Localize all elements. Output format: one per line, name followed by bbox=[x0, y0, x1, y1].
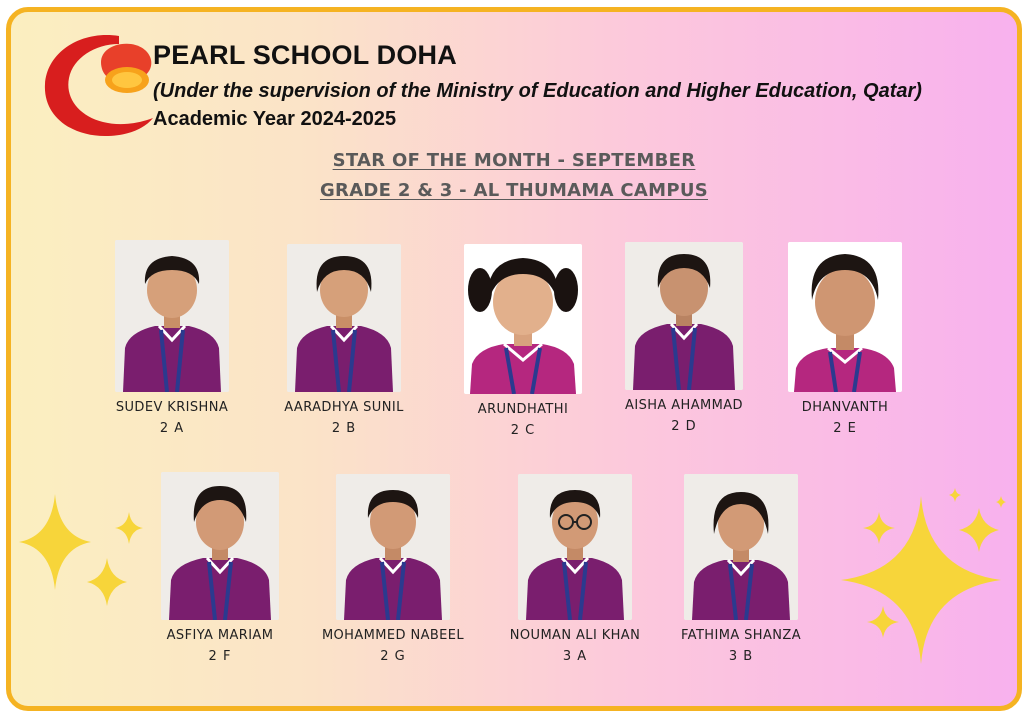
student-grade: 2 B bbox=[331, 421, 357, 436]
supervision-note: (Under the supervision of the Ministry of Education and Higher Education, Qatar) bbox=[153, 80, 922, 102]
student-photo bbox=[115, 240, 229, 392]
sparkle-icon bbox=[996, 496, 1006, 508]
campus-title: GRADE 2 & 3 - AL THUMAMA CAMPUS bbox=[319, 180, 709, 201]
student-name: SUDEV KRISHNA bbox=[115, 400, 229, 415]
student-name: AISHA AHAMMAD bbox=[625, 398, 743, 413]
academic-year: Academic Year 2024-2025 bbox=[153, 108, 397, 130]
school-name: PEARL SCHOOL DOHA bbox=[153, 40, 457, 70]
student-photo bbox=[625, 242, 743, 390]
sparkle-icon bbox=[863, 512, 895, 544]
student-card bbox=[130, 472, 310, 664]
student-name: ARUNDHATHI bbox=[477, 402, 569, 417]
student-grade: 3 B bbox=[728, 649, 754, 664]
student-grade: 2 C bbox=[510, 423, 536, 438]
student-grade: 2 E bbox=[833, 421, 857, 436]
student-card bbox=[254, 244, 434, 436]
student-grade: 2 F bbox=[208, 649, 232, 664]
student-photo bbox=[788, 242, 902, 392]
sparkle-icon bbox=[867, 606, 899, 638]
student-grade: 2 G bbox=[380, 649, 406, 664]
sparkle-icon bbox=[949, 488, 961, 502]
student-photo bbox=[518, 474, 632, 620]
student-name: DHANVANTH bbox=[801, 400, 889, 415]
student-name: FATHIMA SHANZA bbox=[680, 628, 801, 643]
student-name: AARADHYA SUNIL bbox=[284, 400, 404, 415]
poster-frame bbox=[6, 7, 1022, 711]
student-grade: 2 D bbox=[671, 419, 697, 434]
student-card bbox=[651, 474, 831, 664]
sparkle-icon bbox=[959, 508, 999, 552]
student-name: ASFIYA MARIAM bbox=[166, 628, 274, 643]
student-card bbox=[82, 240, 262, 436]
student-photo bbox=[464, 244, 582, 394]
student-card bbox=[485, 474, 665, 664]
student-photo bbox=[287, 244, 401, 392]
student-photo bbox=[161, 472, 279, 620]
student-card bbox=[755, 242, 935, 436]
sparkle-icon bbox=[841, 496, 1001, 664]
student-name: NOUMAN ALI KHAN bbox=[509, 628, 641, 643]
sparkle-icon bbox=[87, 558, 127, 606]
student-card bbox=[594, 242, 774, 434]
student-photo bbox=[336, 474, 450, 620]
student-photo bbox=[684, 474, 798, 620]
student-card bbox=[303, 474, 483, 664]
student-name: MOHAMMED NABEEL bbox=[321, 628, 465, 643]
student-grade: 2 A bbox=[159, 421, 185, 436]
student-grade: 3 A bbox=[562, 649, 588, 664]
school-logo-icon bbox=[41, 32, 161, 138]
student-card bbox=[433, 244, 613, 438]
sparkle-icon bbox=[19, 494, 91, 590]
award-title: STAR OF THE MONTH - SEPTEMBER bbox=[332, 150, 696, 171]
